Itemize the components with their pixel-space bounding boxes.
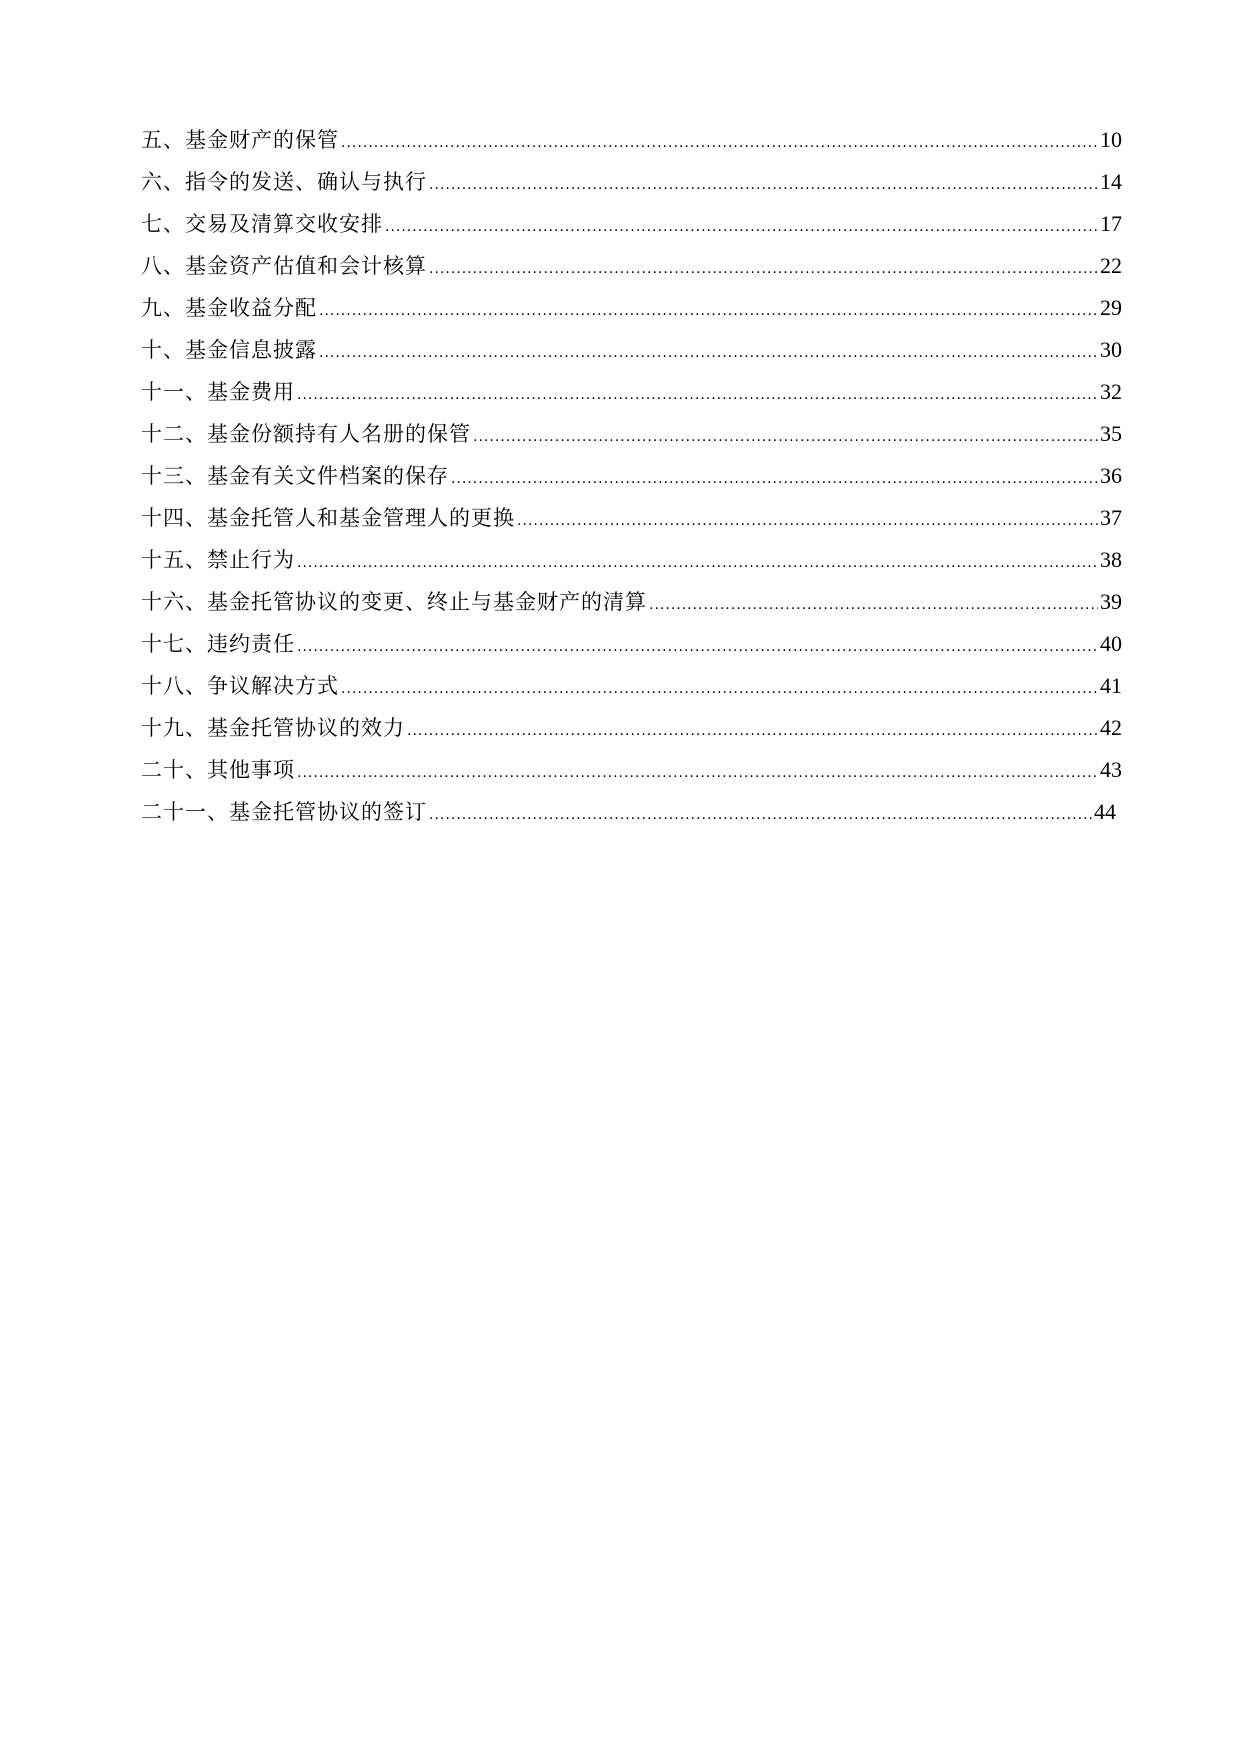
toc-dot-leader <box>319 290 1098 332</box>
toc-entry-title: 二十、其他事项 <box>141 758 295 782</box>
toc-dot-leader <box>297 542 1098 584</box>
toc-entry[interactable] <box>141 497 1122 539</box>
toc-entry-page: 17 <box>1100 211 1122 236</box>
toc-entry[interactable] <box>141 329 1122 371</box>
toc-entry-page: 14 <box>1100 169 1122 194</box>
toc-dot-leader <box>385 206 1098 248</box>
toc-entry-title: 十六、基金托管协议的变更、终止与基金财产的清算 <box>141 590 647 614</box>
toc-entry-page: 36 <box>1100 463 1122 488</box>
toc-entry-page: 22 <box>1100 253 1122 278</box>
toc-entry-page: 40 <box>1100 631 1122 656</box>
toc-dot-leader <box>649 584 1098 626</box>
toc-entry[interactable] <box>141 245 1122 287</box>
toc-entry-page: 10 <box>1100 127 1122 152</box>
toc-dot-leader <box>451 458 1098 500</box>
toc-entry[interactable] <box>141 287 1122 329</box>
toc-entry-title: 九、基金收益分配 <box>141 296 317 320</box>
toc-entry-title: 十四、基金托管人和基金管理人的更换 <box>141 506 515 530</box>
toc-dot-leader <box>429 248 1098 290</box>
toc-entry[interactable] <box>141 161 1122 203</box>
toc-entry-page: 39 <box>1100 589 1122 614</box>
toc-entry[interactable] <box>141 455 1122 497</box>
toc-entry-title: 十五、禁止行为 <box>141 548 295 572</box>
toc-entry-page: 43 <box>1100 757 1122 782</box>
toc-entry[interactable] <box>141 119 1122 161</box>
toc-entry-title: 十三、基金有关文件档案的保存 <box>141 464 449 488</box>
toc-entry[interactable] <box>141 203 1122 245</box>
toc-entry-title: 十、基金信息披露 <box>141 338 317 362</box>
toc-entry[interactable] <box>141 581 1122 623</box>
toc-dot-leader <box>429 164 1098 206</box>
toc-entry[interactable] <box>141 665 1122 707</box>
toc-entry-title: 七、交易及清算交收安排 <box>141 212 383 236</box>
toc-entry-title: 十一、基金费用 <box>141 380 295 404</box>
toc-entry[interactable] <box>141 791 1116 833</box>
toc-entry-page: 38 <box>1100 547 1122 572</box>
toc-dot-leader <box>341 668 1098 710</box>
toc-entry-page: 44 <box>1094 799 1116 824</box>
toc-entry-page: 37 <box>1100 505 1122 530</box>
toc-entry[interactable] <box>141 371 1122 413</box>
toc-dot-leader <box>297 626 1098 668</box>
toc-entry-title: 十二、基金份额持有人名册的保管 <box>141 422 471 446</box>
toc-dot-leader <box>407 710 1098 752</box>
toc-entry[interactable] <box>141 539 1122 581</box>
toc-dot-leader <box>341 122 1098 164</box>
toc-entry[interactable] <box>141 413 1122 455</box>
toc-entry-title: 六、指令的发送、确认与执行 <box>141 170 427 194</box>
toc-entry-page: 35 <box>1100 421 1122 446</box>
toc-entry-page: 42 <box>1100 715 1122 740</box>
toc-entry[interactable] <box>141 707 1122 749</box>
toc-dot-leader <box>429 794 1092 836</box>
toc-dot-leader <box>473 416 1098 458</box>
toc-entry[interactable] <box>141 749 1122 791</box>
toc-entry-page: 30 <box>1100 337 1122 362</box>
toc-entry-title: 十八、争议解决方式 <box>141 674 339 698</box>
toc-dot-leader <box>319 332 1098 374</box>
toc-dot-leader <box>297 752 1098 794</box>
toc-dot-leader <box>517 500 1098 542</box>
toc-entry[interactable] <box>141 623 1122 665</box>
toc-entry-title: 五、基金财产的保管 <box>141 128 339 152</box>
toc-dot-leader <box>297 374 1098 416</box>
toc-entry-title: 二十一、基金托管协议的签订 <box>141 800 427 824</box>
toc-entry-page: 32 <box>1100 379 1122 404</box>
toc-entry-title: 八、基金资产估值和会计核算 <box>141 254 427 278</box>
toc-entry-title: 十九、基金托管协议的效力 <box>141 716 405 740</box>
toc-entry-page: 41 <box>1100 673 1122 698</box>
toc-entry-page: 29 <box>1100 295 1122 320</box>
table-of-contents <box>141 119 1122 833</box>
toc-entry-title: 十七、违约责任 <box>141 632 295 656</box>
